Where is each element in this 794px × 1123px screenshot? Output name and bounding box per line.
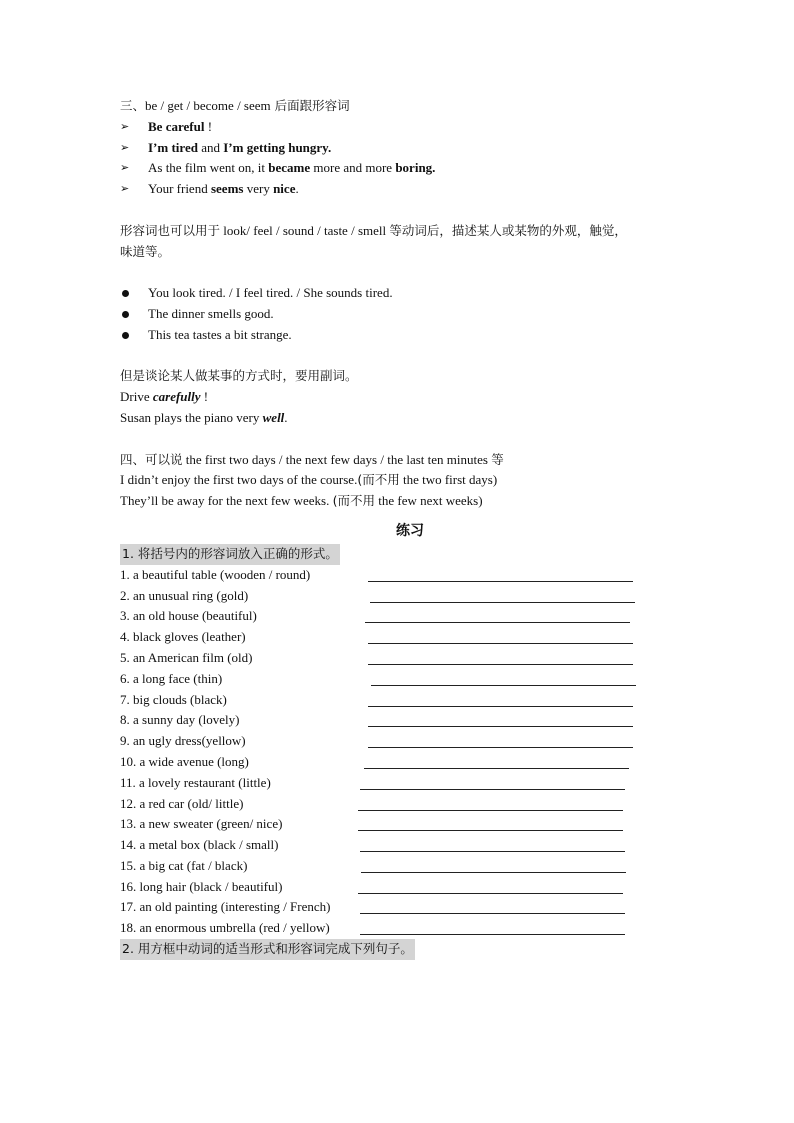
arrow-example-item <box>120 179 700 200</box>
adverb-intro: 但是谈论某人做某事的方式时，要用副词。 <box>120 368 358 384</box>
exercise-item <box>120 710 700 731</box>
linking-verbs-list: look/ feel / sound / taste / smell <box>220 222 390 238</box>
example-text: As the film went on, it <box>148 160 269 176</box>
exercise-item <box>120 835 700 856</box>
exercise-part-1-heading: 1. 将括号内的形容词放入正确的形式。 <box>120 544 340 565</box>
exercise-item-text: 9. an ugly dress(yellow) <box>120 733 246 749</box>
section-3-title <box>120 96 700 117</box>
bullet-dot-icon <box>122 290 129 297</box>
bullet-example-item <box>120 325 700 346</box>
answer-blank[interactable] <box>358 810 623 811</box>
section-4-title <box>120 450 700 471</box>
section-4-ex1-note: (而不用 <box>357 472 400 488</box>
arrow-bullet-icon: ➢ <box>120 119 130 133</box>
exercise-item-text: 15. a big cat (fat / black) <box>120 857 248 873</box>
answer-blank[interactable] <box>364 768 629 769</box>
answer-blank[interactable] <box>368 664 633 665</box>
adverb-ex2-adverb: well <box>262 409 285 425</box>
exercise-part-2-heading: 2. 用方框中动词的适当形式和形容词完成下列句子。 <box>120 939 415 960</box>
exercise-list <box>120 565 700 939</box>
section-4-ex1-tail: the two first days) <box>399 472 498 488</box>
example-text: ! <box>204 118 213 134</box>
arrow-example-item <box>120 138 700 159</box>
adverb-ex1-punct: ! <box>200 389 209 405</box>
bold-text: boring. <box>395 160 436 176</box>
exercise-item-text: 11. a lovely restaurant (little) <box>120 774 271 790</box>
example-text: more and more <box>310 160 396 176</box>
exercise-item <box>120 565 700 586</box>
bold-text: Be careful <box>148 118 205 134</box>
bullet-example-text: The dinner smells good. <box>148 305 274 321</box>
bullet-example-text: You look tired. / I feel tired. / She sounds tired. <box>148 285 393 301</box>
linking-verbs-line-1 <box>120 221 700 242</box>
section-4-ex1-text: I didn’t enjoy the first two days of the course. <box>120 472 358 488</box>
linking-verbs-description: 等动词后，描述某人或某物的外观，触觉， <box>389 222 627 238</box>
exercise-item <box>120 586 700 607</box>
exercise-item <box>120 897 700 918</box>
answer-blank[interactable] <box>360 913 625 914</box>
linking-verbs-intro: 形容词也可以用于 <box>120 222 221 238</box>
example-text: Your friend <box>148 181 211 197</box>
arrow-example-item <box>120 117 700 138</box>
exercise-item <box>120 606 700 627</box>
answer-blank[interactable] <box>368 726 633 727</box>
bold-text: I’m tired <box>148 139 198 155</box>
bullet-example-list <box>120 283 700 345</box>
adverb-ex1-text: Drive <box>120 389 153 405</box>
exercise-item-text: 5. an American film (old) <box>120 649 253 665</box>
section-3-number: 三、 <box>120 98 146 113</box>
adverb-ex2-text: Susan plays the piano very <box>120 409 263 425</box>
exercise-item <box>120 731 700 752</box>
linking-verbs-line-2: 味道等。 <box>120 243 171 259</box>
section-4-phrases: the first two days / the next few days / the last ten minutes <box>182 451 492 467</box>
exercise-item <box>120 669 700 690</box>
arrow-bullet-icon: ➢ <box>120 140 130 154</box>
bold-text: I’m getting hungry. <box>223 139 332 155</box>
answer-blank[interactable] <box>365 622 630 623</box>
answer-blank[interactable] <box>370 602 635 603</box>
exercise-item <box>120 648 700 669</box>
bullet-example-item <box>120 283 700 304</box>
answer-blank[interactable] <box>360 851 625 852</box>
section-4-example-2 <box>120 491 700 512</box>
bullet-dot-icon <box>122 332 129 339</box>
exercise-item-text: 13. a new sweater (green/ nice) <box>120 816 283 832</box>
exercise-item <box>120 814 700 835</box>
bullet-example-item <box>120 304 700 325</box>
arrow-example-item <box>120 158 700 179</box>
exercise-item-text: 1. a beautiful table (wooden / round) <box>120 566 311 582</box>
answer-blank[interactable] <box>368 747 633 748</box>
answer-blank[interactable] <box>371 685 636 686</box>
bold-text: nice <box>273 181 296 197</box>
arrow-bullet-icon: ➢ <box>120 161 130 175</box>
example-text: very <box>243 181 274 197</box>
section-4-etc: 等 <box>491 451 504 467</box>
exercise-item-text: 4. black gloves (leather) <box>120 629 246 645</box>
exercise-item-text: 6. a long face (thin) <box>120 670 223 686</box>
answer-blank[interactable] <box>360 934 625 935</box>
bullet-example-text: This tea tastes a bit strange. <box>148 326 292 342</box>
answer-blank[interactable] <box>368 581 633 582</box>
exercise-item-text: 8. a sunny day (lovely) <box>120 712 240 728</box>
exercise-item <box>120 690 700 711</box>
adverb-example-2 <box>120 408 700 429</box>
exercise-item-text: 18. an enormous umbrella (red / yellow) <box>120 920 330 936</box>
section-3-verbs: be / get / become / seem <box>145 98 271 113</box>
adverb-ex2-punct: . <box>284 409 288 425</box>
worksheet-page <box>120 96 700 960</box>
bullet-dot-icon <box>122 311 129 318</box>
section-4-example-1 <box>120 470 700 491</box>
example-text: and <box>197 139 224 155</box>
exercise-title: 练习 <box>396 522 424 539</box>
section-4-ex2-tail: the few next weeks) <box>375 493 483 509</box>
exercise-item <box>120 918 700 939</box>
answer-blank[interactable] <box>360 789 625 790</box>
adverb-example-1 <box>120 387 700 408</box>
exercise-item-text: 3. an old house (beautiful) <box>120 608 257 624</box>
answer-blank[interactable] <box>361 872 626 873</box>
exercise-item-text: 2. an unusual ring (gold) <box>120 587 249 603</box>
bold-text: seems <box>210 181 244 197</box>
adverb-ex1-adverb: carefully <box>152 389 201 405</box>
exercise-item-text: 17. an old painting (interesting / French) <box>120 899 331 915</box>
exercise-item-text: 12. a red car (old/ little) <box>120 795 244 811</box>
section-3-rule: 后面跟形容词 <box>270 98 350 113</box>
arrow-example-list <box>120 117 700 200</box>
exercise-item-text: 14. a metal box (black / small) <box>120 837 279 853</box>
section-4-number: 四、可以说 <box>120 451 183 467</box>
answer-blank[interactable] <box>358 830 623 831</box>
answer-blank[interactable] <box>368 643 633 644</box>
section-4-ex2-text: They’ll be away for the next few weeks. <box>120 493 333 509</box>
exercise-item <box>120 856 700 877</box>
arrow-bullet-icon: ➢ <box>120 182 130 196</box>
example-text: . <box>295 181 299 197</box>
exercise-item <box>120 794 700 815</box>
section-4-ex2-note: (而不用 <box>332 493 375 509</box>
exercise-item <box>120 627 700 648</box>
bold-text: became <box>268 160 311 176</box>
exercise-item-text: 7. big clouds (black) <box>120 691 227 707</box>
exercise-item-text: 10. a wide avenue (long) <box>120 753 249 769</box>
exercise-item <box>120 877 700 898</box>
answer-blank[interactable] <box>368 706 633 707</box>
exercise-item <box>120 752 700 773</box>
exercise-item-text: 16. long hair (black / beautiful) <box>120 878 283 894</box>
exercise-item <box>120 773 700 794</box>
answer-blank[interactable] <box>358 893 623 894</box>
